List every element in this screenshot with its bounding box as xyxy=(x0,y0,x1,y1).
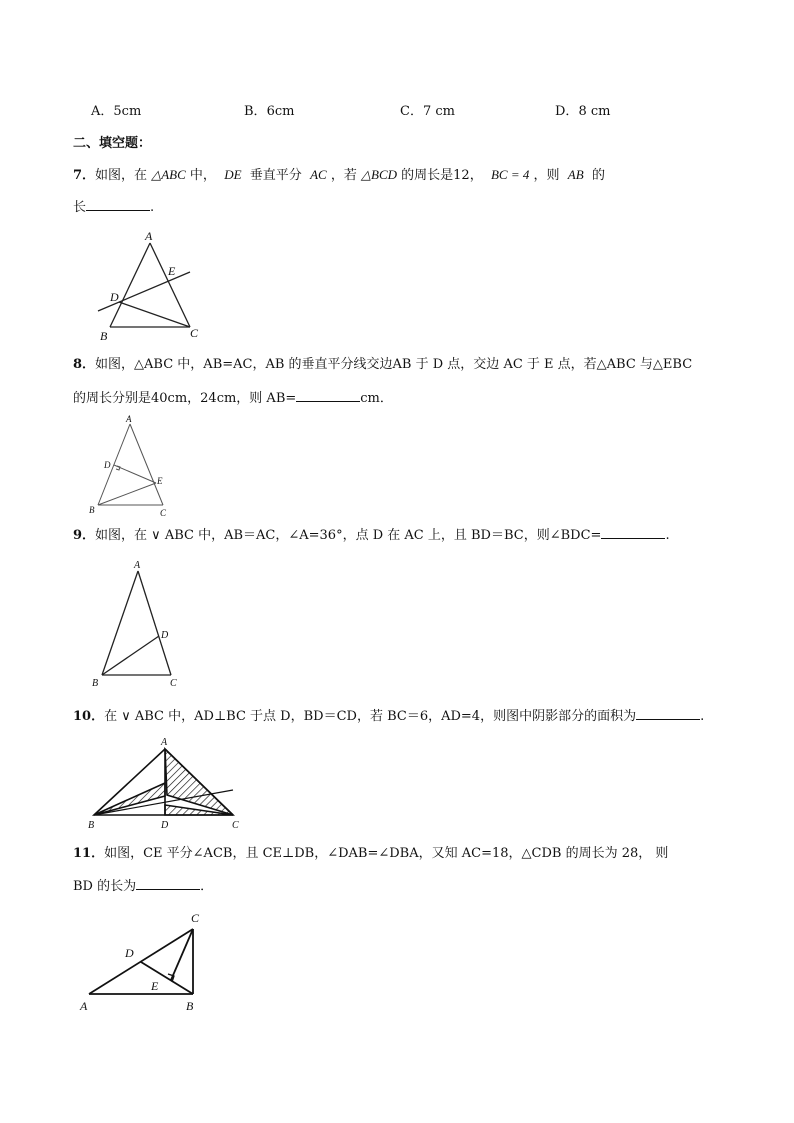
fig10-label-a: A xyxy=(161,737,168,748)
option-b: B．6cm xyxy=(244,104,295,119)
question-11-line2: BD 的长为 ． xyxy=(73,879,214,894)
fig7-label-b: B xyxy=(100,329,108,343)
fig7-label-e: E xyxy=(168,264,176,278)
question-7-line2: 长 . xyxy=(73,200,155,215)
option-a: A．5cm xyxy=(91,104,142,119)
question-8-line2: 的周长分别是40cm，24cm，则 AB= cm． xyxy=(73,391,393,406)
fig9-label-a: A xyxy=(134,560,141,571)
fig10-label-c: C xyxy=(232,820,239,831)
option-d: D．8 cm xyxy=(555,104,611,119)
fig8-label-e: E xyxy=(157,476,163,486)
section-title: 二、填空题： xyxy=(73,136,152,151)
option-c: C．7 cm xyxy=(400,104,455,119)
question-10: 10．在 ∨ ABC 中，AD⊥BC 于点 D，BD＝CD，若 BC＝6，AD=4，则图中阴影部分的面积为 . xyxy=(73,709,705,724)
question-9: 9．如图，在 ∨ ABC 中，AB＝AC，∠A=36°，点 D 在 AC 上，且 BD＝BC，则∠BDC= . xyxy=(73,528,670,543)
question-8-line1: 8．如图，△ABC 中，AB=AC，AB 的垂直平分线交边AB 于 D 点，交边 AC 于 E 点，若△ABC 与△EBC xyxy=(73,357,693,372)
fig10-label-b: B xyxy=(88,820,95,831)
fig7-label-a: A xyxy=(145,229,153,243)
fig11-label-a: A xyxy=(80,999,88,1013)
fig9-label-c: C xyxy=(170,678,177,689)
fig11-label-e: E xyxy=(151,979,159,993)
fig8-label-c: C xyxy=(160,508,167,518)
fig7-label-c: C xyxy=(190,326,199,340)
fig10-label-d: D xyxy=(161,820,169,831)
fig8-label-a: A xyxy=(126,414,132,424)
fig9-label-d: D xyxy=(161,630,169,641)
question-7-line1: 7．如图，在 △ABC 中， DE 垂直平分 AC ，若 △BCD 的周长是12， BC = 4 ，则 AB 的 xyxy=(73,167,605,183)
fig11-label-d: D xyxy=(125,946,134,960)
fig7-label-d: D xyxy=(110,290,119,304)
fig11-label-c: C xyxy=(191,911,200,925)
fig8-label-d: D xyxy=(104,460,111,470)
fig9-label-b: B xyxy=(92,678,99,689)
question-11-line1: 11．如图，CE 平分∠ACB，且 CE⊥DB，∠DAB=∠DBA，又知 AC=18，△CDB 的周长为 28， 则 xyxy=(73,846,669,861)
fig8-label-b: B xyxy=(89,505,95,515)
fig11-label-b: B xyxy=(186,999,194,1013)
